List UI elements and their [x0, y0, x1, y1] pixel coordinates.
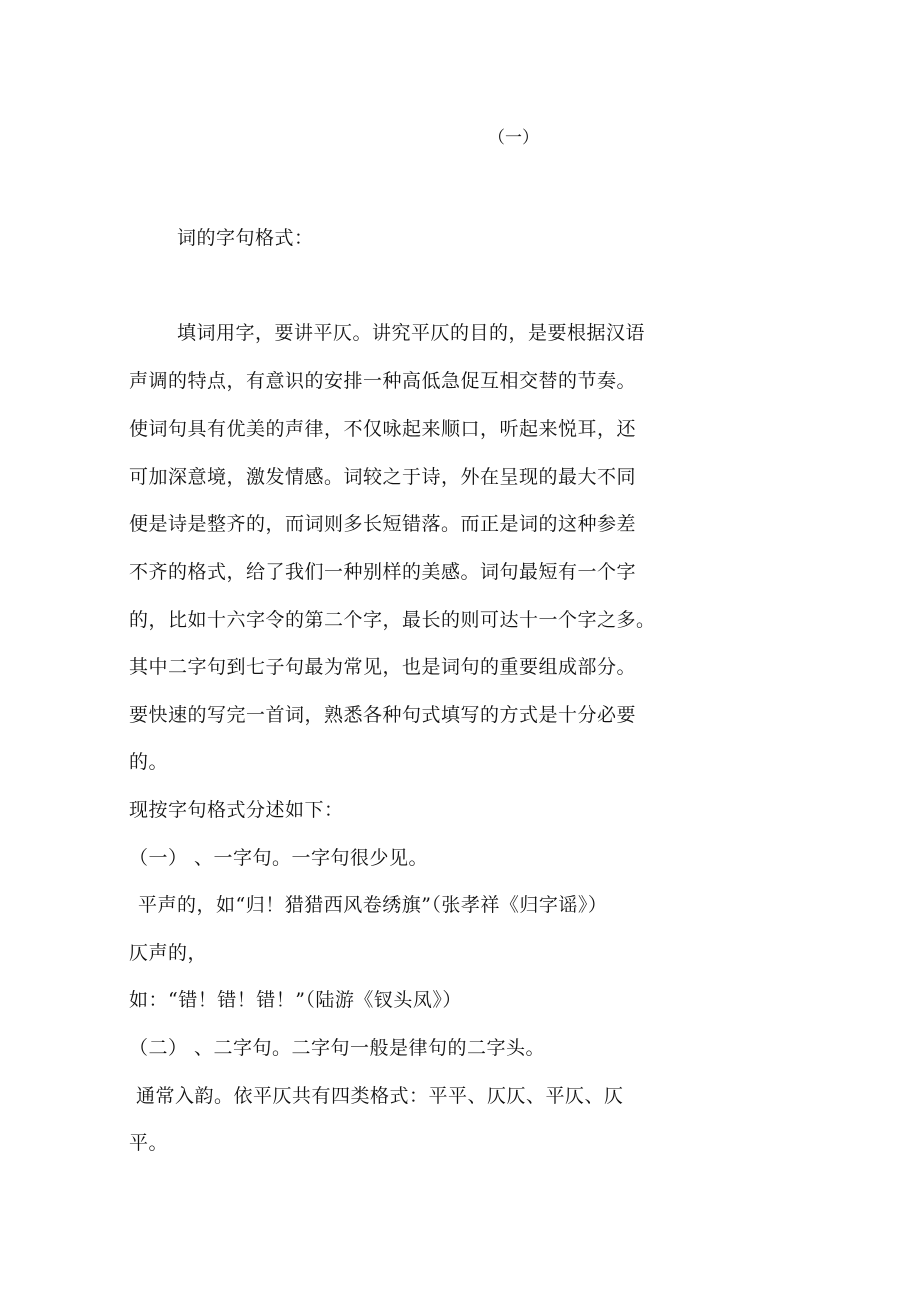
item2-desc-line: 通常入韵。依平仄共有四类格式：平平、仄仄、平仄、仄	[136, 1085, 624, 1107]
item1-ze-label: 仄声的，	[129, 942, 208, 964]
paragraph-line: 的。	[129, 751, 169, 773]
paragraph-line: 使词句具有优美的声律，不仅咏起来顺口，听起来悦耳，还	[129, 418, 637, 440]
intro-line: 现按字句格式分述如下：	[129, 799, 344, 821]
section-number: （一）	[488, 128, 539, 148]
paragraph-line: 要快速的写完一首词，熟悉各种句式填写的方式是十分必要	[129, 704, 637, 726]
item1-title: （一） 、一字句。一字句很少见。	[129, 847, 429, 869]
paragraph-line: 其中二字句到七子句最为常见，也是词句的重要组成部分。	[129, 656, 637, 678]
paragraph-line: 不齐的格式，给了我们一种别样的美感。词句最短有一个字	[129, 561, 637, 583]
paragraph-line: 的，比如十六字令的第二个字，最长的则可达十一个字之多。	[129, 609, 656, 631]
paragraph-line: 便是诗是整齐的，而词则多长短错落。而正是词的这种参差	[129, 513, 637, 535]
item1-ping-example: 平声的，如“归！猎猎西风卷绣旗”（张孝祥《归字谣》）	[138, 894, 608, 916]
paragraph-line: 填词用字，要讲平仄。讲究平仄的目的，是要根据汉语	[177, 322, 646, 344]
item1-ze-example: 如：“错！错！错！”（陆游《钗头凤》）	[129, 989, 462, 1011]
paragraph-line: 声调的特点，有意识的安排一种高低急促互相交替的节奏。	[129, 370, 637, 392]
item2-title: （二） 、二字句。二字句一般是律句的二字头。	[129, 1037, 546, 1059]
heading: 词的字句格式：	[177, 227, 314, 249]
item2-desc-line: 平。	[129, 1132, 169, 1154]
paragraph-line: 可加深意境，激发情感。词较之于诗，外在呈现的最大不同	[129, 466, 637, 488]
